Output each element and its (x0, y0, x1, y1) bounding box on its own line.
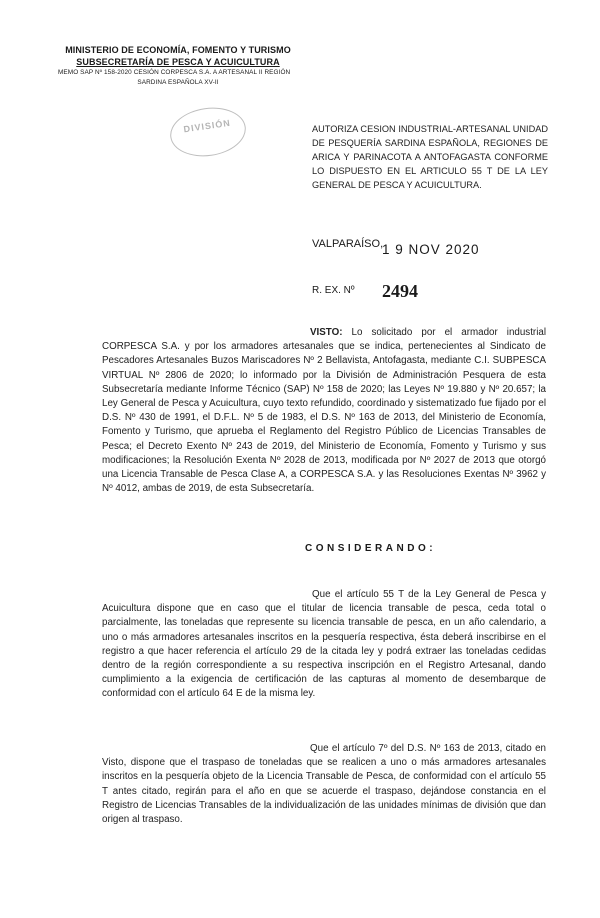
resolution-number (312, 281, 418, 301)
rex-number: 2494 (382, 281, 418, 301)
place-date (312, 238, 480, 257)
rex-label: R. EX. Nº (312, 285, 355, 296)
letterhead (58, 44, 298, 88)
visto-text: Lo solicitado por el armador industrial CORPESCA S.A. y por los armadores artesanales que se indica, pertenecientes al Sindicato de Pescadores Artesanales Buzos Mariscadores Nº 2 Bellavista, Antofagasta, mediante C.I. SUBPESCA VIRTUAL Nº 2806 de 2020; lo informado por la División de Administración Pesquera de esta Subsecretaría mediante Informe Técnico (SAP) Nº 158 de 2020; las Leyes Nº 19.880 y Nº 20.657; la Ley General de Pesca y Acuicultura, cuyo texto refundido, coordinado y sistematizado fue fijado por el D.S. Nº 430 de 1991, el D.F.L. Nº 5 de 1983, el D.S. Nº 163 de 2013, del Ministerio de Economía, Fomento y Turismo, que aprueba el Reglamento del Registro Público de Licencias Transables de Pesca; el Decreto Exento Nº 243 de 2019, del Ministerio de Economía, Fomento y Turismo y sus modificaciones; la Resolución Exenta Nº 2028 de 2013, modificada por Nº 2027 de 2013 que otorgó una Licencia Transable de Pesca Clase A, a CORPESCA S.A. y las Resoluciones Exentas Nº 3962 y Nº 4012, ambas de 2019, de esta Subsecretaría. (102, 327, 546, 495)
subsecretaria-name: SUBSECRETARÍA DE PESCA Y ACUICULTURA (76, 57, 280, 67)
visto-label: VISTO: (310, 327, 343, 338)
place: VALPARAÍSO, (312, 238, 384, 250)
para2-text: Que el artículo 7º del D.S. Nº 163 de 2013, citado en Visto, dispone que el traspaso de toneladas que se realicen a uno o más armadores artesanales inscritos en la pesquería objeto de la Licencia Transable de Pesca, de conformidad con el artículo 55 T antes citado, regirán para el año en que se acuerde el traspaso, dejándose constancia en el Registro de Licencias Transables de la individualización de las unidades mínimas de división que dan origen al traspaso. (102, 743, 546, 826)
resolution-title: AUTORIZA CESION INDUSTRIAL-ARTESANAL UNIDAD DE PESQUERÍA SARDINA ESPAÑOLA, REGIONES DE ARICA Y PARINACOTA A ANTOFAGASTA CONFORME LO DISPUESTO EN EL ARTICULO 55 T DE LA LEY GENERAL DE PESCA Y ACUICULTURA. (312, 124, 548, 190)
division-stamp (167, 103, 249, 161)
date-stamp: 1 9 NOV 2020 (382, 242, 480, 257)
considerando-heading: CONSIDERANDO: (305, 543, 437, 554)
para1-text: Que el artículo 55 T de la Ley General de Pesca y Acuicultura dispone que en caso que el titular de licencia transable de pesca, ceda total o parcialmente, las toneladas que represente su licencia transable de pesca, en un año calendario, a uno o más armadores artesanales inscritos en la pesquería respectiva, ésta deberá inscribirse en el registro a que hacer referencia el artículo 29 de la citada ley y podrá extraer las toneladas cedidas dentro de la región correspondiente a su respectiva inscripción en el Registro Artesanal, dando cumplimiento a la exigencia de certificación de las capturas al momento de desembarque de conformidad con el artículo 64 E de la misma ley. (102, 589, 546, 700)
considerando-paragraph-1 (102, 588, 546, 702)
memo-reference-2: SARDINA ESPAÑOLA XV-II (137, 79, 219, 86)
memo-reference: MEMO SAP Nº 158-2020 CESIÓN CORPESCA S.A. A ARTESANAL II REGIÓN (58, 69, 291, 76)
visto-paragraph (102, 326, 546, 496)
considerando-paragraph-2 (102, 742, 546, 827)
stamp-text: DIVISIÓN (182, 117, 232, 135)
ministry-name: MINISTERIO DE ECONOMÍA, FOMENTO Y TURISMO (65, 45, 291, 55)
